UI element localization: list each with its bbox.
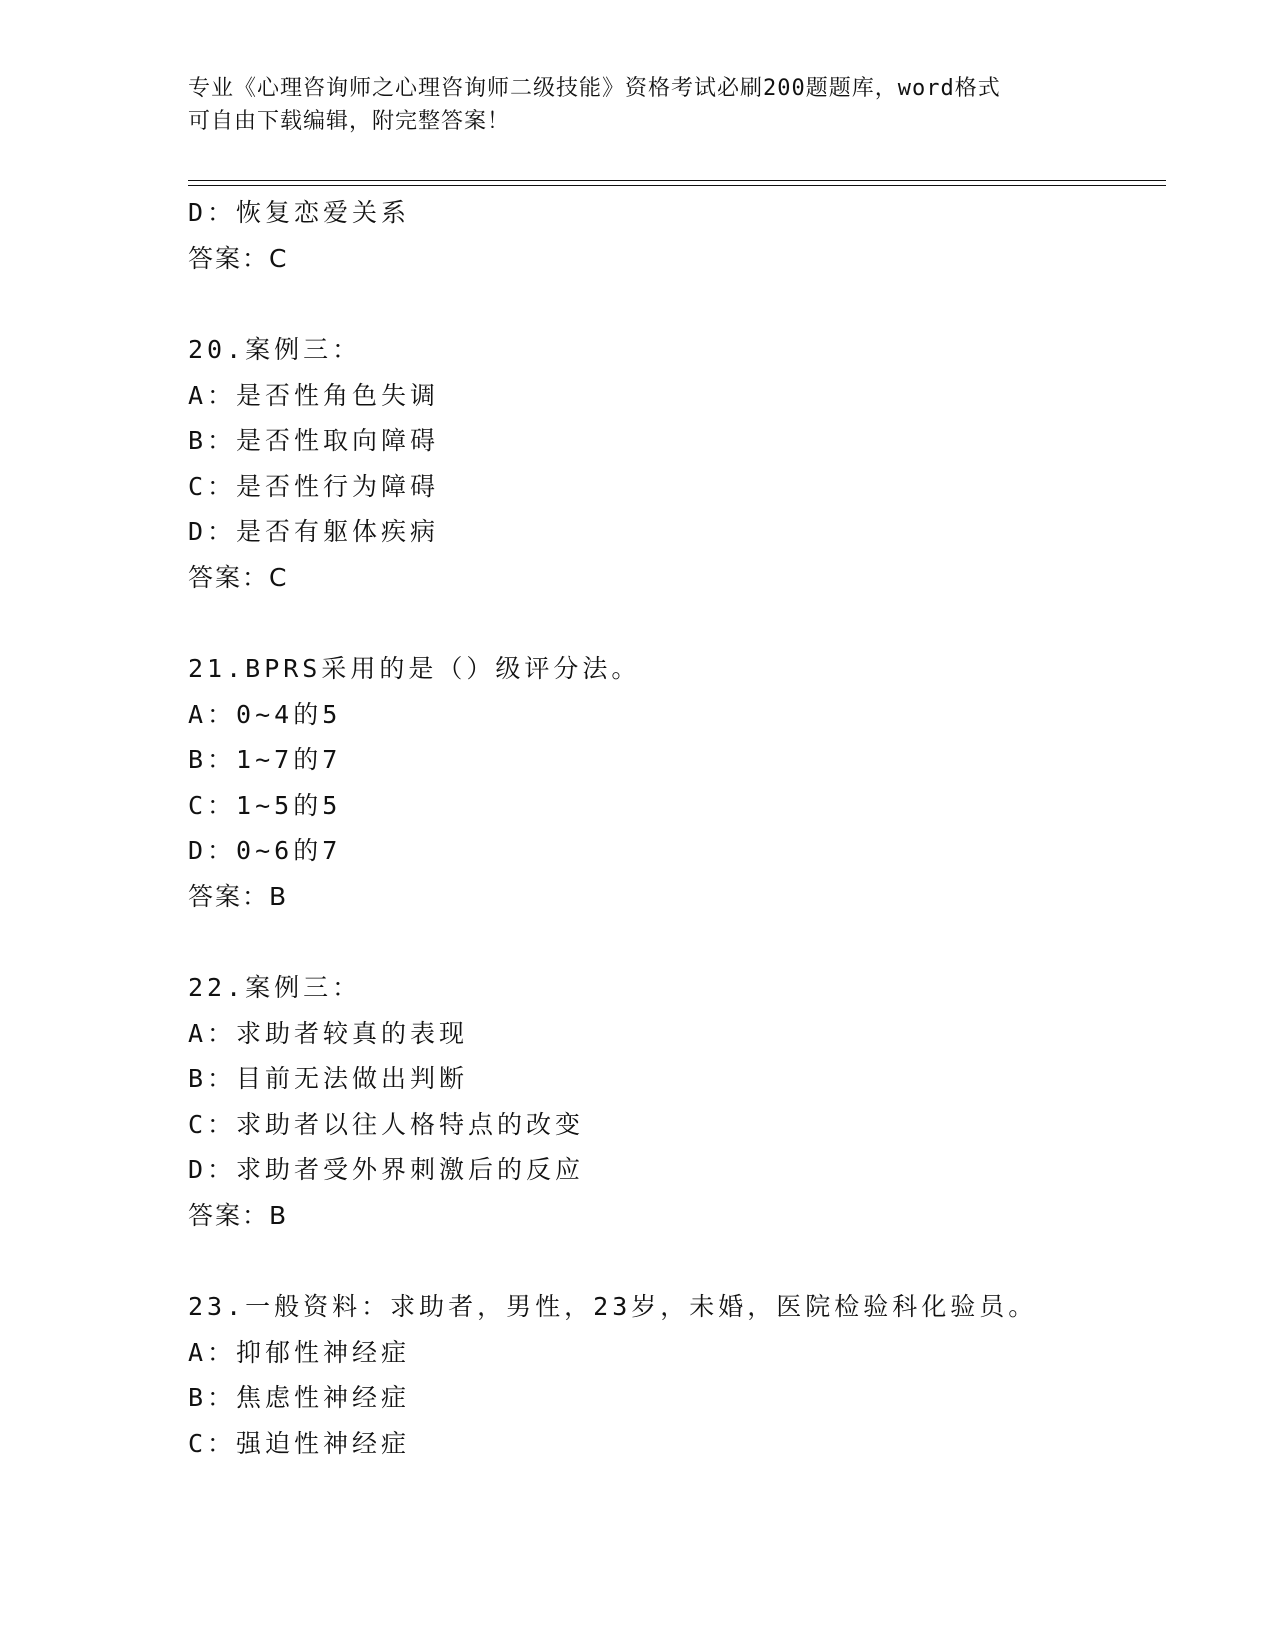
- option-b: B：目前无法做出判断: [188, 1064, 469, 1093]
- option-c: C：求助者以往人格特点的改变: [188, 1109, 585, 1139]
- question-block-23: [188, 1284, 1168, 1466]
- spacer: [188, 281, 1168, 327]
- answer-line: 答案：C: [188, 243, 289, 273]
- document-header: [188, 72, 1068, 138]
- spacer: [188, 919, 1168, 965]
- option-b: B：焦虑性神经症: [188, 1383, 411, 1412]
- option-c: C：是否性行为障碍: [188, 471, 440, 501]
- question-stem: 22.案例三：: [188, 973, 362, 1002]
- option-d: D：恢复恋爱关系: [188, 198, 411, 227]
- answer-line: 答案：C: [188, 562, 289, 592]
- question-stem: 21.BPRS采用的是（）级评分法。: [188, 654, 641, 683]
- option-c: C：1~5的5: [188, 790, 342, 820]
- header-divider-bottom: [188, 185, 1166, 186]
- option-d: D：0~6的7: [188, 836, 342, 865]
- spacer: [188, 1238, 1168, 1284]
- option-a: A：0~4的5: [188, 699, 342, 729]
- option-d: D：求助者受外界刺激后的反应: [188, 1155, 585, 1184]
- header-title-line-1: 专业《心理咨询师之心理咨询师二级技能》资格考试必刷200题题库，word格式: [188, 76, 1001, 101]
- question-stem: 20.案例三：: [188, 335, 362, 364]
- question-block-19-tail: [188, 190, 1168, 281]
- question-stem: 23.一般资料：求助者，男性，23岁，未婚，医院检验科化验员。: [188, 1292, 1038, 1321]
- question-block-22: [188, 965, 1168, 1238]
- option-a: A：抑郁性神经症: [188, 1337, 411, 1367]
- option-b: B：是否性取向障碍: [188, 426, 440, 455]
- option-a: A：是否性角色失调: [188, 380, 440, 410]
- header-divider-top: [188, 180, 1166, 181]
- answer-line: 答案：B: [188, 1200, 289, 1230]
- option-a: A：求助者较真的表现: [188, 1018, 469, 1048]
- answer-line: 答案：B: [188, 881, 289, 911]
- option-c: C：强迫性神经症: [188, 1428, 411, 1458]
- option-b: B：1~7的7: [188, 745, 342, 774]
- option-d: D：是否有躯体疾病: [188, 517, 440, 546]
- question-block-21: [188, 646, 1168, 919]
- header-title-line-2: 可自由下载编辑，附完整答案！: [188, 109, 511, 134]
- spacer: [188, 600, 1168, 646]
- question-block-20: [188, 327, 1168, 600]
- question-list: [188, 190, 1168, 1466]
